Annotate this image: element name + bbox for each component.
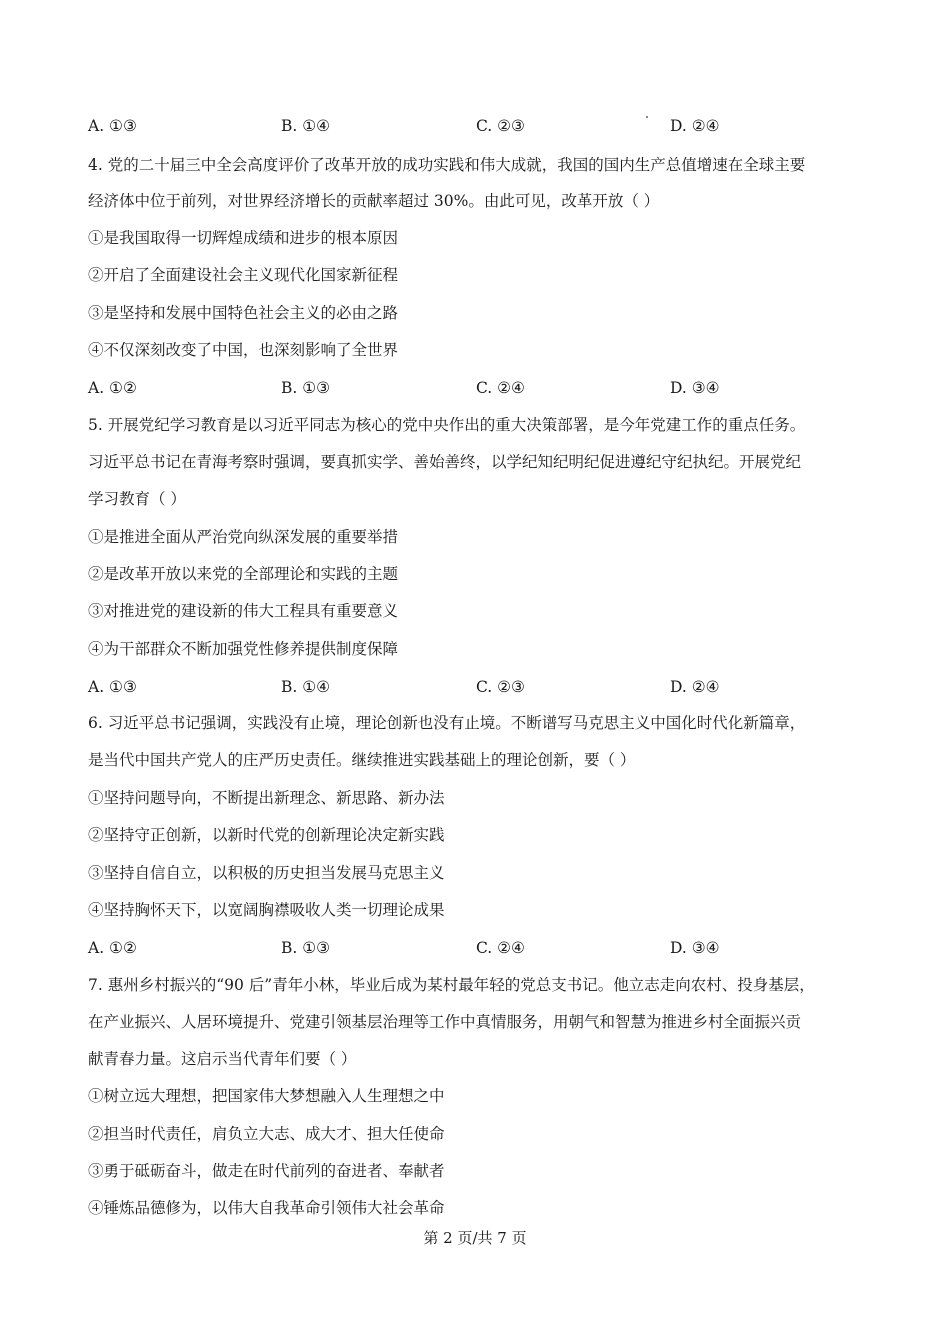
- q4-option-d: D. ③④: [670, 379, 720, 397]
- q6-options: [88, 938, 868, 958]
- q7-item-3: ③勇于砥砺奋斗，做走在时代前列的奋进者、奉献者: [88, 1162, 445, 1180]
- q4-item-2: ②开启了全面建设社会主义现代化国家新征程: [88, 266, 399, 284]
- q6-item-2: ②坚持守正创新，以新时代党的创新理论决定新实践: [88, 826, 445, 844]
- q4-stem-line-1: 4. 党的二十届三中全会高度评价了改革开放的成功实践和伟大成就，我国的国内生产总值增速在全球主要: [88, 156, 806, 174]
- q5-item-4: ④为干部群众不断加强党性修养提供制度保障: [88, 640, 399, 658]
- q7-item-1: ①树立远大理想，把国家伟大梦想融入人生理想之中: [88, 1087, 445, 1105]
- q5-option-d: D. ②④: [670, 678, 720, 696]
- q4-option-b: B. ①③: [281, 379, 331, 397]
- q6-item-3: ③坚持自信自立，以积极的历史担当发展马克思主义: [88, 864, 445, 882]
- q4-item-3: ③是坚持和发展中国特色社会主义的必由之路: [88, 304, 399, 322]
- q4-option-a: A. ①②: [88, 379, 137, 397]
- q5-item-3: ③对推进党的建设新的伟大工程具有重要意义: [88, 602, 399, 620]
- q5-stem-line-1: 5. 开展党纪学习教育是以习近平同志为核心的党中央作出的重大决策部署，是今年党建工作的重点任务。: [88, 416, 806, 434]
- q6-stem-line-1: 6. 习近平总书记强调，实践没有止境，理论创新也没有止境。不断谱写马克思主义中国化时代化新篇章，: [88, 714, 806, 732]
- q6-option-b: B. ①③: [281, 939, 331, 957]
- q5-item-2: ②是改革开放以来党的全部理论和实践的主题: [88, 565, 399, 583]
- q4-item-1: ①是我国取得一切辉煌成绩和进步的根本原因: [88, 229, 399, 247]
- q7-stem-line-2: 在产业振兴、人居环境提升、党建引领基层治理等工作中真情服务，用朝气和智慧为推进乡村全面振兴贡: [88, 1013, 802, 1031]
- q5-option-b: B. ①④: [281, 678, 331, 696]
- q3-option-a: A. ①③: [88, 117, 137, 135]
- q5-stem-line-3: 学习教育（ ）: [88, 490, 186, 508]
- q4-options: [88, 378, 868, 398]
- q5-option-a: A. ①③: [88, 678, 137, 696]
- page-number-footer: 第 2 页/共 7 页: [423, 1229, 527, 1247]
- q3-option-d: D. ②④: [670, 117, 720, 135]
- q6-item-1: ①坚持问题导向，不断提出新理念、新思路、新办法: [88, 789, 445, 807]
- q6-stem-line-2: 是当代中国共产党人的庄严历史责任。继续推进实践基础上的理论创新，要（ ）: [88, 751, 636, 769]
- q5-item-1: ①是推进全面从严治党向纵深发展的重要举措: [88, 528, 399, 546]
- q5-stem-line-2: 习近平总书记在青海考察时强调，要真抓实学、善始善终，以学纪知纪明纪促进遵纪守纪执纪。开展党纪: [88, 453, 802, 471]
- q3-options: [88, 116, 868, 136]
- q6-option-c: C. ②④: [476, 939, 525, 957]
- q3-option-c: C. ②③: [476, 117, 525, 135]
- q7-item-2: ②担当时代责任，肩负立大志、成大才、担大任使命: [88, 1125, 445, 1143]
- q6-item-4: ④坚持胸怀天下，以宽阔胸襟吸收人类一切理论成果: [88, 901, 445, 919]
- q4-stem-line-2: 经济体中位于前列，对世界经济增长的贡献率超过 30%。由此可见，改革开放（ ）: [88, 192, 660, 210]
- q4-item-4: ④不仅深刻改变了中国，也深刻影响了全世界: [88, 341, 399, 359]
- q5-options: [88, 677, 868, 697]
- q4-option-c: C. ②④: [476, 379, 525, 397]
- q6-option-d: D. ③④: [670, 939, 720, 957]
- q7-item-4: ④锤炼品德修为，以伟大自我革命引领伟大社会革命: [88, 1199, 445, 1217]
- q6-option-a: A. ①②: [88, 939, 137, 957]
- q7-stem-line-1: 7. 惠州乡村振兴的“90 后”青年小林，毕业后成为某村最年轻的党总支书记。他立志走向农村、投身基层，: [88, 976, 815, 994]
- q3-option-b: B. ①④: [281, 117, 331, 135]
- q7-stem-line-3: 献青春力量。这启示当代青年们要（ ）: [88, 1050, 357, 1068]
- q5-option-c: C. ②③: [476, 678, 525, 696]
